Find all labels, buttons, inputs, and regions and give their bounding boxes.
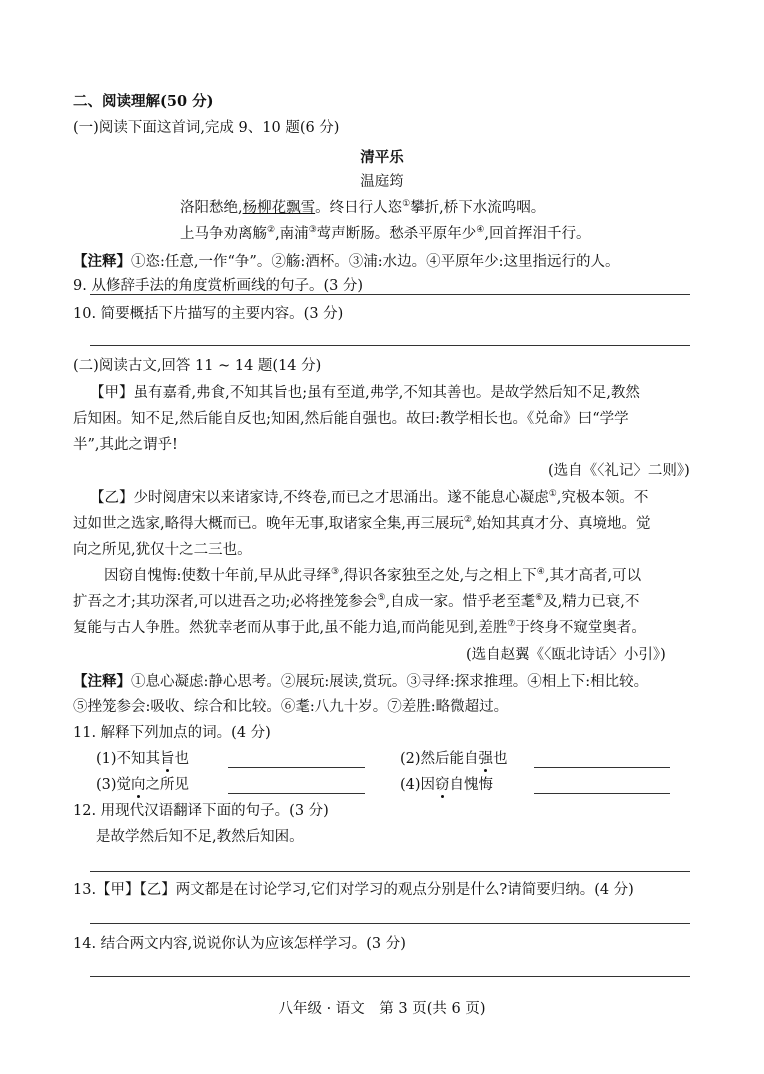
- yi-source: (选自赵翼《〈瓯北诗话〉小引》): [466, 647, 666, 663]
- classical-intro: (二)阅读古文,回答 11 ~ 14 题(14 分): [73, 358, 322, 374]
- yi-p1-line-1: [90, 488, 648, 508]
- answer-blank-q11-1[interactable]: [228, 767, 365, 768]
- footnote-mark: ①: [402, 199, 411, 210]
- poem-line-1: [180, 198, 545, 218]
- yi-text: ,自成一家。惜乎老至耄: [385, 594, 536, 610]
- answer-blank-q11-2[interactable]: [534, 767, 670, 768]
- yi-text: 于终身不窥堂奥者。: [515, 620, 646, 636]
- q11-text: 之所见: [145, 777, 190, 793]
- jia-line-2: 后知困。知不足,然后能自反也;知困,然后能自强也。故曰:教学相长也。《兑命》曰“学学: [73, 411, 629, 427]
- poem-text: 上马争劝离觞: [180, 226, 267, 242]
- yi-text: ,始知其真才分、真境地。觉: [471, 516, 651, 532]
- yi-text: 及,精力已衰,不: [543, 594, 640, 610]
- poem-notes: [73, 252, 619, 272]
- note-text: ①恣:任意,一作“争”。②觞:酒杯。③浦:水边。④平原年少:这里指远行的人。: [131, 254, 620, 270]
- poem-author: 温庭筠: [360, 174, 404, 190]
- poem-intro: (一)阅读下面这首词,完成 9、10 题(6 分): [73, 120, 340, 136]
- jia-line-1: 【甲】虽有嘉肴,弗食,不知其旨也;虽有至道,弗学,不知其善也。是故学然后知不足,教然: [90, 385, 640, 401]
- jia-source: (选自《〈礼记〉二则》): [548, 463, 690, 479]
- footnote-mark: ②: [267, 225, 276, 236]
- section-title: 二、阅读理解(50 分): [73, 93, 214, 110]
- q11-text: 也: [493, 751, 508, 767]
- q11-text: 也: [174, 751, 190, 767]
- note-text: ①息心凝虑:静心思考。②展玩:展读,赏玩。③寻绎:探求推理。④相上下:相比较。: [131, 674, 649, 690]
- footnote-mark: ⑦: [507, 619, 516, 630]
- jia-line-3: 半”,其此之谓乎!: [73, 437, 178, 453]
- yi-p2-line-2: [73, 592, 639, 612]
- yi-text: ,其才高者,可以: [544, 568, 642, 584]
- footnote-mark: ②: [463, 515, 472, 526]
- yi-p2-line-1: [104, 566, 641, 586]
- answer-line-q14[interactable]: [90, 976, 690, 977]
- footnote-mark: ⑥: [535, 593, 544, 604]
- poem-text: ,回首挥泪千行。: [484, 226, 591, 242]
- q11-text: (4)因: [400, 777, 436, 793]
- q12-sentence: 是故学然后知不足,教然后知困。: [96, 829, 304, 845]
- note-label: 【注释】: [73, 253, 131, 270]
- q11-item-2: [400, 749, 508, 769]
- answer-blank-q11-3[interactable]: [228, 793, 365, 794]
- poem-text: 攀折,桥下水流呜咽。: [410, 200, 546, 216]
- yi-text: ,得识各家独至之处,与之相上下: [339, 568, 537, 584]
- question-14: 14. 结合两文内容,说说你认为应该怎样学习。(3 分): [73, 936, 406, 952]
- dotted-word: 旨: [160, 751, 175, 767]
- poem-text: 。终日行人恣: [315, 200, 403, 216]
- question-13: 13.【甲】【乙】两文都是在讨论学习,它们对学习的观点分别是什么?请简要归纳。(4 分): [73, 882, 634, 898]
- yi-text: 过如世之选家,略得大概而已。晚年无事,取诸家全集,再三展玩: [73, 516, 464, 532]
- poem-text: ,南浦: [275, 226, 309, 242]
- classical-notes-line-1: [73, 672, 648, 692]
- q11-text: (3)觉: [96, 777, 132, 793]
- q11-item-1: [96, 749, 189, 769]
- page-footer: 八年级 · 语文 第 3 页(共 6 页): [278, 1001, 486, 1017]
- footnote-mark: ④: [476, 225, 485, 236]
- footnote-mark: ③: [331, 567, 340, 578]
- answer-line-q13[interactable]: [90, 923, 690, 924]
- answer-blank-q11-4[interactable]: [534, 793, 670, 794]
- q11-item-3: [96, 775, 189, 795]
- poem-title: 清平乐: [360, 149, 404, 166]
- question-12: 12. 用现代汉语翻译下面的句子。(3 分): [73, 803, 329, 819]
- yi-p1-line-2: [73, 514, 651, 534]
- answer-line-q10[interactable]: [90, 345, 690, 346]
- footnote-mark: ④: [536, 567, 545, 578]
- q11-item-4: [400, 775, 493, 795]
- footnote-mark: ③: [308, 225, 317, 236]
- yi-text: 复能与古人争胜。然犹幸老而从事于此,虽不能力追,而尚能见到,差胜: [73, 620, 508, 636]
- q11-text: (2)然后能自: [400, 751, 479, 767]
- yi-p2-line-3: [73, 618, 646, 638]
- question-11: 11. 解释下列加点的词。(4 分): [73, 725, 271, 741]
- poem-text: 洛阳愁绝,: [180, 200, 243, 216]
- yi-text: ,究极本领。不: [556, 490, 649, 506]
- q11-text: 自愧悔: [449, 777, 494, 793]
- poem-line-2: [180, 224, 590, 244]
- question-9: 9. 从修辞手法的角度赏析画线的句子。(3 分): [73, 278, 364, 294]
- classical-notes-line-2: ⑤挫笼参会:吸收、综合和比较。⑥耄:八九十岁。⑦差胜:略微超过。: [73, 699, 509, 715]
- poem-text: 莺声断肠。愁杀平原年少: [316, 226, 477, 242]
- yi-text: 扩吾之才;其功深者,可以进吾之功;必将挫笼参会: [73, 594, 378, 610]
- yi-text: 【乙】少时阅唐宋以来诸家诗,不终卷,而已之才思涌出。遂不能息心凝虑: [90, 490, 549, 506]
- dotted-word: 向: [131, 777, 146, 793]
- note-label: 【注释】: [73, 673, 131, 690]
- answer-line-q9[interactable]: [90, 294, 690, 295]
- dotted-word: 强: [478, 751, 494, 767]
- question-10: 10. 简要概括下片描写的主要内容。(3 分): [73, 306, 344, 322]
- dotted-word: 窃: [435, 777, 450, 793]
- yi-text: 因窃自愧悔:使数十年前,早从此寻绎: [104, 568, 331, 584]
- q11-text: (1)不知其: [96, 751, 161, 767]
- underlined-phrase: 杨柳花飘雪: [242, 200, 316, 216]
- answer-line-q12[interactable]: [90, 871, 690, 872]
- footnote-mark: ①: [548, 489, 557, 500]
- footnote-mark: ⑤: [377, 593, 386, 604]
- yi-p1-line-3: 向之所见,犹仅十之二三也。: [73, 542, 252, 558]
